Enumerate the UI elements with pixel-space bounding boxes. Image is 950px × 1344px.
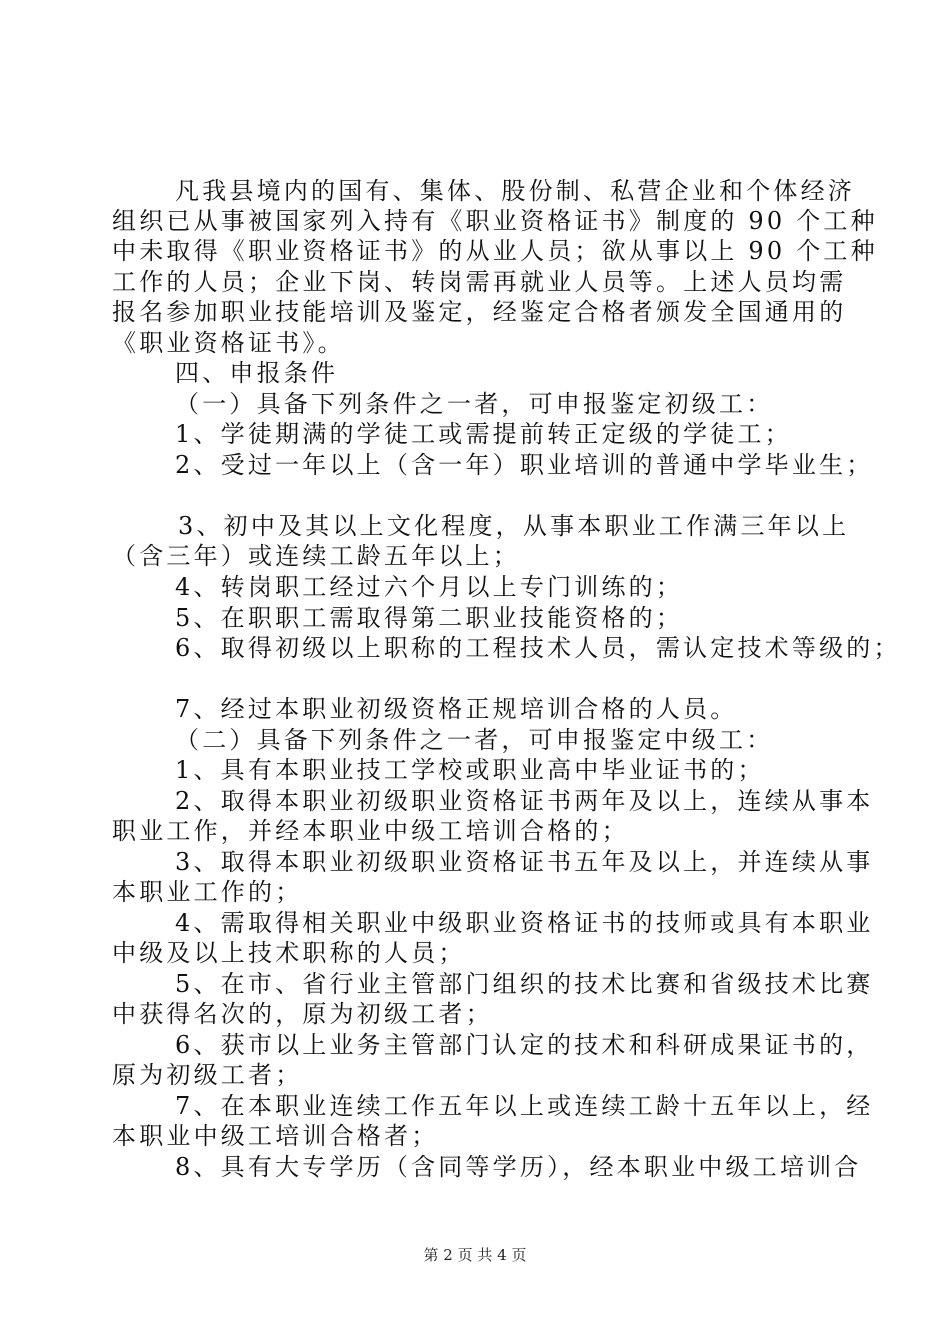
list-item: 5、在市、省行业主管部门组织的技术比赛和省级技术比赛 (175, 970, 874, 998)
paragraph-line: 凡我县境内的国有、集体、股份制、私营企业和个体经济 (175, 177, 855, 205)
list-item: 5、在职职工需取得第二职业技能资格的； (175, 604, 684, 632)
list-item: 7、经过本职业初级资格正规培训合格的人员。 (175, 695, 738, 723)
list-item: 3、初中及其以上文化程度，从事本职业工作满三年以上 (178, 512, 850, 540)
list-item: 1、具有本职业技工学校或职业高中毕业证书的； (175, 756, 765, 784)
paragraph-line: 中未取得《职业资格证书》的从业人员；欲从事以上 90 个工种 (112, 237, 878, 265)
list-item: 8、具有大专学历（含同等学历），经本职业中级工培训合 (175, 1153, 862, 1181)
subsection-heading: （一）具备下列条件之一者，可申报鉴定初级工： (175, 390, 774, 418)
section-heading: 四、申报条件 (175, 359, 339, 387)
list-item: 6、获市以上业务主管部门认定的技术和科研成果证书的， (175, 1031, 874, 1059)
list-item: 4、需取得相关职业中级职业资格证书的技师或具有本职业 (175, 909, 874, 937)
list-item-continuation: 本职业中级工培训合格者； (112, 1122, 439, 1150)
list-item: 1、学徒期满的学徒工或需提前转正定级的学徒工； (175, 420, 792, 448)
list-item: 2、取得本职业初级职业资格证书两年及以上，连续从事本 (175, 787, 874, 815)
list-item-continuation: （含三年）或连续工龄五年以上； (112, 542, 520, 570)
list-item-continuation: 中获得名次的，原为初级工者； (112, 1000, 493, 1028)
list-item: 4、转岗职工经过六个月以上专门训练的； (175, 573, 684, 601)
list-item: 2、受过一年以上（含一年）职业培训的普通中学毕业生； (175, 451, 874, 479)
paragraph-line: 组织已从事被国家列入持有《职业资格证书》制度的 90 个工种 (112, 207, 878, 235)
list-item: 6、取得初级以上职称的工程技术人员，需认定技术等级的； (175, 634, 901, 662)
subsection-heading: （二）具备下列条件之一者，可申报鉴定中级工： (175, 726, 774, 754)
list-item: 3、取得本职业初级职业资格证书五年及以上，并连续从事 (175, 848, 874, 876)
paragraph-line: 《职业资格证书》。 (112, 329, 345, 357)
paragraph-line: 工作的人员；企业下岗、转岗需再就业人员等。上述人员均需 (112, 268, 847, 296)
list-item-continuation: 原为初级工者； (112, 1061, 303, 1089)
list-item-continuation: 本职业工作的； (112, 878, 303, 906)
list-item-continuation: 中级及以上技术职称的人员； (112, 939, 466, 967)
page-number-footer: 第 2 页 共 4 页 (423, 1246, 527, 1264)
list-item-continuation: 职业工作，并经本职业中级工培训合格的； (112, 817, 629, 845)
paragraph-line: 报名参加职业技能培训及鉴定，经鉴定合格者颁发全国通用的 (112, 298, 847, 326)
list-item: 7、在本职业连续工作五年以上或连续工龄十五年以上，经 (175, 1092, 874, 1120)
